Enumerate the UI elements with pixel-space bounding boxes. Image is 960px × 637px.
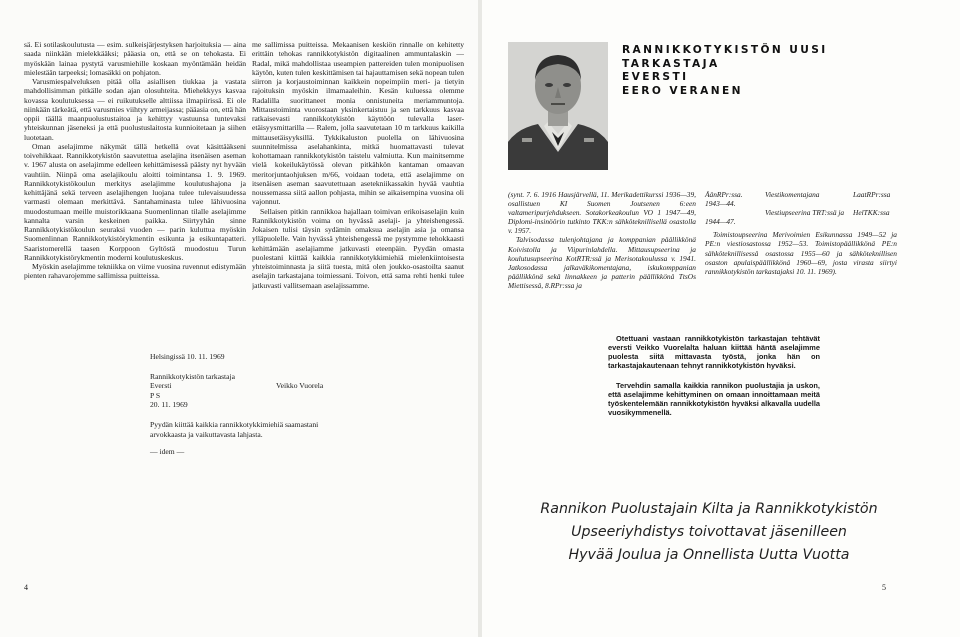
bio-cell: 1944—47. xyxy=(705,217,736,227)
paragraph: Varusmiespalveluksen pitää olla asiallisen tiukkaa ja vastata mahdollisimman pitkälle sodan ajan olosuhteita. Miehekkyys kasvaa kovassa koulutuksessa — ei ruikutukselle alttiissa ilmapiirissä. Ei ole niinkään tärkeätä, että varusmies viihtyy armeijassa; pääasia on, että hän oppii täällä maanpuolustustaitoa ja kehittyy vastuunsa tuntevaksi yhteiskunnan jäseneksi ja että puolustuslaitosta kunnioitetaan ja siihen luotetaan. xyxy=(24,77,246,142)
article-heading xyxy=(622,44,882,98)
portrait-photo xyxy=(508,42,608,170)
idem-mark: — idem — xyxy=(150,447,185,457)
bio-cell: ÄänRPr:ssa. xyxy=(705,190,743,199)
page-number-left: 4 xyxy=(24,583,28,592)
bio-cell: HelTKK:ssa xyxy=(853,208,890,218)
bio-paragraph: Talvisodassa tulenjohtajana ja komppanian päällikkönä Koivistolla ja Viipurinlahdella. Mittausupseerina ja koulutusupseerina KotRTR:ssä ja Merisotakoulussa v. 1941. Jatkosodassa jalkaväkikomentajana, iskukomppanian päällikkönä sekä linnakkeen ja patterin päällikkönä TtsOs Miettisessä, 8.RPr:ssa ja xyxy=(508,235,696,290)
paragraph: me sallimissa puitteissa. Mekaanisen keskiön rinnalle on kehitetty erittäin tehokas rannikkotykistön digitaalinen ammuntalaskin — Radal, mikä mahdollistaa useampien pattereiden tulen monipuolisen käytön, kuten tulen keskittämisen tai hajauttamisen sekä nopean tulen siirron ja korjaustoiminnan kaikkein nopeimpiin meri- ja tietyin rajoituksin myöskin ilmamaaleihin. Kesän kuluessa olemme Radalilla suorittaneet monia onnistuneita meriammuntoja. Mittaustoiminta vuorostaan yksinkertaistuu ja sen tarkkuus kasvaa ratkaisevasti rannikkotykistön käyttöön tulevalla laser-etäisyysmittarilla — Ralem, jolla saavutetaan 10 m tarkkuus kaikilla mittausetäisyyksillä. Tykkikaluston puolella on lähivuosina suunnitelmissa aselahankinta, mitkä huomattavasti tulevat kohottamaan rannikkotykistön taistelu valmiutta. Kun mainitsemme vielä kokeilukäytössä olevan pitkähkön kantaman omaavan meritorjuntaohjuksen m/66, voidaan todeta, että aselajimme on itsenäisen aseman saavutettuaan asetekniikassakin hyvää vauhtia noussemassa siitä aallon pohjasta, mihin se aikaisempina vuosina oli vajonnut. xyxy=(252,40,464,207)
greeting-line: Hyvää Joulua ja Onnellista Uutta Vuotta xyxy=(568,547,850,563)
season-greeting xyxy=(534,498,884,567)
statement-paragraph xyxy=(608,381,820,417)
place-date: Helsingissä 10. 11. 1969 xyxy=(150,352,225,361)
statement-text: Tervehdin samalla kaikkia rannikon puolustajia ja uskon, että aselajimme kehittyminen on omaan innoittamaan meitä työskentelemään rannikkotykistön hyväksi alkavalla uudella vuosikymmenellä. xyxy=(608,381,820,418)
bio-cell: LaatRPr:ssa xyxy=(853,190,891,199)
bio-paragraph: Toimistoupseerina Merivoimien Esikunnassa 1949—52 ja PE:n viestiosastossa 1952—53. Toimistopäällikkönä PE:n sähköteknillisessä osastossa 1955—60 ja sähköteknillisen osaston apulaispäällikkönä 1960—69, josta virasta siirtyi rannikkotykistön tarkastajaksi 10. 11. 1969). xyxy=(705,230,897,276)
greeting-line: Upseeriyhdistys toivottavat jäsenilleen xyxy=(571,524,847,540)
portrait-photo-icon xyxy=(508,42,608,170)
bio-column-right xyxy=(705,190,897,276)
ps-label: P S xyxy=(150,390,161,400)
paragraph: Myöskin aselajimme tekniikka on viime vuosina ruvennut edistymään pienten rahavarojemme sallimissa puitteissa. xyxy=(24,262,246,281)
bio-row xyxy=(705,208,897,217)
bio-cell xyxy=(853,199,897,208)
bio-row xyxy=(705,199,897,208)
heading-line: TARKASTAJA xyxy=(622,57,720,70)
paragraph: sä. Ei sotilaskoulutusta — esim. sulkeisjärjestyksen harjoituksia — aina saada niinkään mielekkääksi; pääasia on, että se on tehokasta. Ei myöskään lainaa pystytä varusmiehille koskaan myöntämään heidän mielestään tarpeeksi; lomasäkki on pohjaton. xyxy=(24,40,246,77)
signer-row xyxy=(150,381,450,391)
signer-name: Veikko Vuorela xyxy=(276,381,324,391)
ps-date: 20. 11. 1969 xyxy=(150,400,188,410)
bio-cell xyxy=(765,199,853,208)
bio-paragraph: (synt. 7. 6. 1916 Hausjärvellä, 11. Merikadettikurssi 1936—39, osallistuen KI Suomen Joutsenen 6:een valtameripurjehdukseen. Sotakorkeakoulun VO 1 1947—49, Diplomi-insinöörin tutkinto TKK:n sähköteknillisellä osastolla v. 1957. xyxy=(508,190,696,236)
bio-cell: Viestikomentajana xyxy=(765,190,820,199)
bio-cell: Viestiupseerina TRT:ssä ja xyxy=(765,208,845,218)
signature-block xyxy=(150,352,450,457)
signer-title: Eversti xyxy=(150,381,172,391)
bio-cell: 1943—44. xyxy=(705,199,736,209)
bio-cell xyxy=(705,208,765,217)
bio-cell xyxy=(853,217,897,226)
paragraph: Sellaisen pitkin rannikkoa hajallaan toimivan erikoisaselajin kuin Rannikkotykistön voima on hyvässä aselaji- ja yhteishengessä. Jokaisen tulisi täysin sydämin omaksua aselajin asia ja omansa ylläpuolelle. Vain hyvässä yhteishengessä me pystymme tehokkaasti kehittämään aselajiamme jatkuvasti eteenpäin. Pyydän omasta puolestani kiittää kaikkia rannikkotykkimiehiä mielenkiintoisesta yhteistoiminnasta ja siitä tuesta, mitä olen joukko-osastoilta saanut aselajin tarkastajana toimiessani. Toivon, että sama rehti henki tulee jatkuvasti vallitsemaan aselajissamme. xyxy=(252,206,464,290)
signer-org: Rannikkotykistön tarkastaja xyxy=(150,371,235,381)
article-column-left xyxy=(24,40,246,560)
heading-line: EVERSTI xyxy=(622,71,689,84)
statement-text: Otettuani vastaan rannikkotykistön tarkastajan tehtävät eversti Veikko Vuorelalta haluan kiittää häntä aselajimme puolesta siitä mittavasta työstä, jonka hän on tarkastajakautenaan tehnyt rannikkotykistön hyväksi. xyxy=(608,334,820,371)
page-number-right: 5 xyxy=(882,583,886,592)
heading-line: EERO VERANEN xyxy=(622,84,743,97)
greeting-line: Rannikon Puolustajain Kilta ja Rannikkotykistön xyxy=(540,501,878,517)
bio-column-left xyxy=(508,190,696,290)
paragraph: Oman aselajimme näkymät tällä hetkellä ovat käsittääkseni toivehikkaat. Rannikkotykistön saavutettua aselajina itsenäisen aseman v. 1967 alusta on aselajimme edelleen kehittämisessä päästy nyt hyvään vauhtiin. Niinpä oma aselajikoulu aloitti toimintansa 1. 9. 1969. Rannikkotykistökoulun merkitys aselajimme koulutushajona ja kehittäjänä sekä terveen aselajihengen luojana tulee tulevaisuudessa varmasti olemaan merkittävä. Santahaminasta tulee lähivuosina muodostumaan meille muistorikkaana Suomenlinnan tilalle aselajimme kannalta varsin keskeinen paikka. Siirtyyhän sinne Rannikkotykistökoulun seuraksi vuoden — parin kuluttua myöskin Suomenlinnan Rannikkotykistörykmentin esikunta ja esikuntapatteri. Saaristomerellä taasen Korppoon Gyltöstä muodostuu Turun Rannikkotykistörykmentin moderni koulutuskeskus. xyxy=(24,141,246,262)
bio-row xyxy=(705,190,897,199)
ps-text: Pyydän kiittää kaikkia rannikkotykkimiehiä saamastani arvokkaasta ja vaikuttavasta lahjasta. xyxy=(150,419,319,439)
statement-paragraph xyxy=(608,334,820,370)
bio-row xyxy=(705,217,897,226)
heading-line: RANNIKKOTYKISTÖN UUSI xyxy=(622,44,828,56)
bio-cell xyxy=(765,217,853,226)
